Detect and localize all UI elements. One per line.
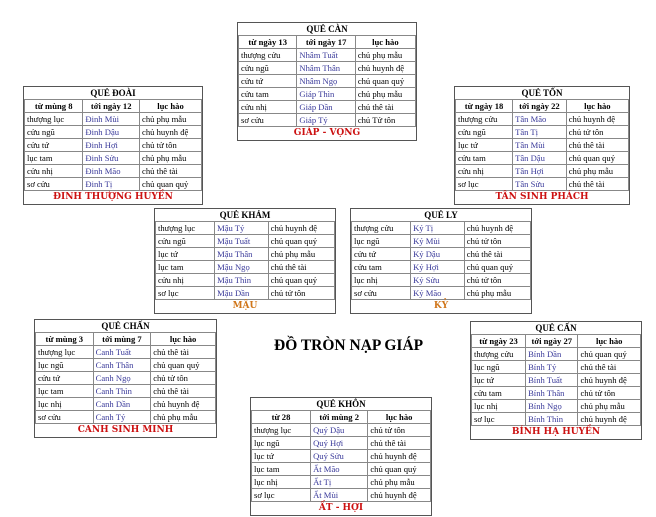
table-row	[352, 261, 531, 274]
hao-name: lục tứ	[472, 374, 526, 387]
hao-name: cửu tam	[472, 387, 526, 400]
table-footer: TÂN SINH PHÁCH	[495, 192, 589, 202]
table-row	[352, 235, 531, 248]
header-luc-hao: lục hào	[140, 100, 202, 113]
luc-than: chủ quan quỷ	[140, 178, 202, 191]
table-footer: BÍNH HẠ HUYỀN	[511, 427, 601, 437]
que-chan-table	[34, 319, 217, 438]
table-row	[252, 437, 431, 450]
can-chi: Tân Hợi	[513, 165, 567, 178]
hao-name: lục nhị	[36, 398, 94, 411]
luc-than: chủ phụ mẫu	[578, 400, 641, 413]
table-title: QUẺ CÀN	[239, 23, 416, 36]
hao-name: thượng cửu	[472, 348, 526, 361]
luc-than: chủ huynh đệ	[268, 222, 334, 235]
hao-name: lục tam	[156, 261, 215, 274]
que-can-right-table	[470, 321, 642, 440]
table-row	[472, 413, 641, 426]
can-chi: Bính Thân	[526, 387, 578, 400]
table-row	[156, 261, 335, 274]
can-chi: Mậu Tuất	[215, 235, 269, 248]
table-row	[472, 348, 641, 361]
table-row	[472, 400, 641, 413]
luc-than: chủ thê tài	[151, 346, 216, 359]
luc-than: chủ thê tài	[566, 139, 628, 152]
can-chi: Quý Hợi	[311, 437, 368, 450]
luc-than: chủ huynh đệ	[355, 62, 415, 75]
table-row	[456, 152, 629, 165]
luc-than: chủ quan quỷ	[368, 463, 431, 476]
hao-name: sơ lục	[156, 287, 215, 300]
can-chi: Tân Mùi	[513, 139, 567, 152]
can-chi: Kỷ Mão	[411, 287, 465, 300]
can-chi: Mậu Tý	[215, 222, 269, 235]
table-title: QUẺ CHẤN	[36, 320, 216, 333]
que-ton-table	[454, 86, 630, 205]
hao-name: cửu ngũ	[25, 126, 83, 139]
que-khon-table	[250, 397, 432, 516]
table-row	[25, 152, 202, 165]
hao-name: cửu nhị	[456, 165, 513, 178]
table-row	[239, 101, 416, 114]
hao-name: sơ lục	[252, 489, 311, 502]
can-chi: Canh Tý	[93, 411, 151, 424]
table-row	[25, 178, 202, 191]
hao-name: thượng cửu	[456, 113, 513, 126]
hao-name: cửu nhị	[239, 101, 297, 114]
que-doai-table	[23, 86, 203, 205]
can-chi: Kỷ Tị	[411, 222, 465, 235]
table-row	[239, 75, 416, 88]
table-row	[252, 489, 431, 502]
table-row	[36, 385, 216, 398]
header-to: tới ngày 27	[526, 335, 578, 348]
can-chi: Canh Tuất	[93, 346, 151, 359]
can-chi: Đinh Tị	[83, 178, 140, 191]
luc-than: chủ huynh đệ	[368, 450, 431, 463]
table-row	[156, 222, 335, 235]
luc-than: chủ phụ mẫu	[268, 248, 334, 261]
luc-than: chủ huynh đệ	[368, 489, 431, 502]
luc-than: chủ phụ mẫu	[464, 287, 530, 300]
luc-than: chủ phụ mẫu	[368, 476, 431, 489]
can-chi: Ất Mão	[311, 463, 368, 476]
hao-name: thượng lục	[25, 113, 83, 126]
hao-name: cửu tứ	[36, 372, 94, 385]
table-footer: KỶ	[433, 301, 449, 311]
luc-than: chủ thê tài	[151, 385, 216, 398]
can-chi: Đinh Mão	[83, 165, 140, 178]
can-chi: Kỷ Dậu	[411, 248, 465, 261]
luc-than: chủ thê tài	[268, 261, 334, 274]
hao-name: thượng lục	[36, 346, 94, 359]
table-footer: ẤT - HỢI	[318, 503, 364, 513]
can-chi: Tân Tị	[513, 126, 567, 139]
can-chi: Đinh Hợi	[83, 139, 140, 152]
luc-than: chủ tử tôn	[151, 372, 216, 385]
hao-name: sơ cửu	[25, 178, 83, 191]
que-ly-table	[350, 208, 532, 314]
luc-than: chủ tử tôn	[578, 387, 641, 400]
luc-than: chủ tử tôn	[368, 424, 431, 437]
table-footer: ĐINH THƯỢNG HUYỀN	[53, 192, 173, 202]
luc-than: chủ phụ mẫu	[355, 49, 415, 62]
luc-than: chủ thê tài	[578, 361, 641, 374]
table-row	[456, 178, 629, 191]
que-kham-table	[154, 208, 336, 314]
table-title: QUẺ LY	[352, 209, 531, 222]
luc-than: chủ tử tôn	[566, 126, 628, 139]
hao-name: thượng cửu	[352, 222, 411, 235]
luc-than: chủ quan quỷ	[464, 261, 530, 274]
header-from: từ ngày 23	[472, 335, 526, 348]
hao-name: cửu tam	[456, 152, 513, 165]
hao-name: lục nhị	[252, 476, 311, 489]
table-row	[239, 49, 416, 62]
can-chi: Giáp Thìn	[297, 88, 355, 101]
table-row	[352, 222, 531, 235]
header-from: từ ngày 18	[456, 100, 513, 113]
hao-name: lục tam	[25, 152, 83, 165]
hao-name: lục tứ	[156, 248, 215, 261]
table-row	[239, 62, 416, 75]
header-to: tới ngày 12	[83, 100, 140, 113]
table-row	[472, 387, 641, 400]
table-row	[36, 372, 216, 385]
can-chi: Mậu Ngọ	[215, 261, 269, 274]
luc-than: chủ thê tài	[566, 178, 628, 191]
luc-than: chủ thê tài	[140, 165, 202, 178]
luc-than: chủ huynh đệ	[578, 413, 641, 426]
table-row	[456, 113, 629, 126]
hao-name: lục ngũ	[352, 235, 411, 248]
table-row	[252, 476, 431, 489]
can-chi: Bính Tuất	[526, 374, 578, 387]
hao-name: cửu ngũ	[239, 62, 297, 75]
can-chi: Kỷ Hợi	[411, 261, 465, 274]
table-title: QUẺ KHÔN	[252, 398, 431, 411]
hao-name: thượng cửu	[239, 49, 297, 62]
table-row	[156, 287, 335, 300]
can-chi: Kỷ Mùi	[411, 235, 465, 248]
table-title: QUẺ TỐN	[456, 87, 629, 100]
hao-name: lục ngũ	[472, 361, 526, 374]
table-row	[36, 359, 216, 372]
hao-name: sơ cửu	[36, 411, 94, 424]
hao-name: cửu tứ	[25, 139, 83, 152]
luc-than: chủ thê tài	[355, 101, 415, 114]
table-row	[156, 248, 335, 261]
luc-than: chủ tử tôn	[140, 139, 202, 152]
luc-than: chủ huynh đệ	[566, 113, 628, 126]
hao-name: sơ cửu	[352, 287, 411, 300]
can-chi: Đinh Dậu	[83, 126, 140, 139]
table-row	[352, 274, 531, 287]
can-chi: Kỷ Sửu	[411, 274, 465, 287]
luc-than: chủ huynh đệ	[578, 374, 641, 387]
can-chi: Tân Mão	[513, 113, 567, 126]
hao-name: lục ngũ	[252, 437, 311, 450]
hao-name: thượng lục	[252, 424, 311, 437]
table-row	[239, 114, 416, 127]
luc-than: chủ quan quỷ	[268, 274, 334, 287]
luc-than: chủ phụ mẫu	[140, 152, 202, 165]
can-chi: Đinh Mùi	[83, 113, 140, 126]
luc-than: chủ thê tài	[368, 437, 431, 450]
luc-than: chủ huynh đệ	[140, 126, 202, 139]
hao-name: sơ lục	[456, 178, 513, 191]
hao-name: lục nhị	[472, 400, 526, 413]
can-chi: Quý Dậu	[311, 424, 368, 437]
table-row	[472, 361, 641, 374]
table-row	[252, 450, 431, 463]
can-chi: Ất Mùi	[311, 489, 368, 502]
header-to: tới ngày 17	[297, 36, 355, 49]
table-row	[252, 463, 431, 476]
can-chi: Mậu Dần	[215, 287, 269, 300]
luc-than: chủ Tử tôn	[355, 114, 415, 127]
can-chi: Canh Ngọ	[93, 372, 151, 385]
table-row	[25, 139, 202, 152]
table-footer: CANH SINH MINH	[77, 425, 174, 435]
header-luc-hao: lục hào	[151, 333, 216, 346]
hao-name: cửu nhị	[25, 165, 83, 178]
can-chi: Bính Dần	[526, 348, 578, 361]
table-title: QUẺ ĐOÀI	[25, 87, 202, 100]
hao-name: cửu tam	[239, 88, 297, 101]
header-to: tới mùng 7	[93, 333, 151, 346]
hao-name: cửu tam	[352, 261, 411, 274]
luc-than: chủ quan quỷ	[151, 359, 216, 372]
table-row	[25, 165, 202, 178]
luc-than: chủ phụ mẫu	[566, 165, 628, 178]
can-chi: Tân Sửu	[513, 178, 567, 191]
luc-than: chủ tử tôn	[464, 274, 530, 287]
hao-name: lục ngũ	[36, 359, 94, 372]
table-row	[252, 424, 431, 437]
can-chi: Bính Thìn	[526, 413, 578, 426]
luc-than: chủ thê tài	[464, 248, 530, 261]
can-chi: Quý Sửu	[311, 450, 368, 463]
hao-name: sơ lục	[472, 413, 526, 426]
hao-name: lục nhị	[352, 274, 411, 287]
can-chi: Giáp Tý	[297, 114, 355, 127]
table-title: QUẺ CẤN	[472, 322, 641, 335]
luc-than: chủ huynh đệ	[151, 398, 216, 411]
can-chi: Ất Tị	[311, 476, 368, 489]
table-row	[36, 411, 216, 424]
que-can-top-table	[237, 22, 417, 141]
hao-name: cửu ngũ	[456, 126, 513, 139]
can-chi: Tân Dậu	[513, 152, 567, 165]
table-row	[456, 139, 629, 152]
hao-name: cửu ngũ	[156, 235, 215, 248]
table-row	[156, 274, 335, 287]
luc-than: chủ phụ mẫu	[140, 113, 202, 126]
can-chi: Mậu Thìn	[215, 274, 269, 287]
table-row	[352, 248, 531, 261]
luc-than: chủ phụ mẫu	[151, 411, 216, 424]
hao-name: cửu nhị	[156, 274, 215, 287]
can-chi: Bính Ngọ	[526, 400, 578, 413]
header-from: từ mùng 8	[25, 100, 83, 113]
can-chi: Nhâm Tuất	[297, 49, 355, 62]
luc-than: chủ tử tôn	[464, 235, 530, 248]
page-title: ĐỒ TRÒN NẠP GIÁP	[274, 337, 424, 354]
table-row	[25, 113, 202, 126]
table-row	[352, 287, 531, 300]
can-chi: Canh Thân	[93, 359, 151, 372]
header-to: tới mùng 2	[311, 411, 368, 424]
can-chi: Giáp Dần	[297, 101, 355, 114]
header-from: từ ngày 13	[239, 36, 297, 49]
header-to: tới ngày 22	[513, 100, 567, 113]
header-from: từ mùng 3	[36, 333, 94, 346]
table-footer: MẬU	[232, 301, 258, 311]
hao-name: cửu tứ	[352, 248, 411, 261]
can-chi: Bính Tý	[526, 361, 578, 374]
hao-name: thượng lục	[156, 222, 215, 235]
can-chi: Canh Dần	[93, 398, 151, 411]
hao-name: lục tam	[252, 463, 311, 476]
table-row	[36, 346, 216, 359]
table-row	[472, 374, 641, 387]
hao-name: lục tam	[36, 385, 94, 398]
table-row	[156, 235, 335, 248]
table-row	[25, 126, 202, 139]
can-chi: Mậu Thân	[215, 248, 269, 261]
header-luc-hao: lục hào	[578, 335, 641, 348]
luc-than: chủ phụ mẫu	[355, 88, 415, 101]
header-luc-hao: lục hào	[355, 36, 415, 49]
table-row	[36, 398, 216, 411]
table-title: QUẺ KHẢM	[156, 209, 335, 222]
table-row	[456, 165, 629, 178]
hao-name: lục tứ	[252, 450, 311, 463]
can-chi: Đinh Sửu	[83, 152, 140, 165]
can-chi: Nhâm Thân	[297, 62, 355, 75]
hao-name: cửu tứ	[239, 75, 297, 88]
header-from: từ 28	[252, 411, 311, 424]
hao-name: sơ cửu	[239, 114, 297, 127]
table-row	[239, 88, 416, 101]
table-footer: GIÁP - VỌNG	[293, 128, 361, 138]
header-luc-hao: lục hào	[566, 100, 628, 113]
luc-than: chủ tử tôn	[268, 287, 334, 300]
can-chi: Canh Thìn	[93, 385, 151, 398]
header-luc-hao: lục hào	[368, 411, 431, 424]
luc-than: chủ quan quỷ	[566, 152, 628, 165]
luc-than: chủ huynh đệ	[464, 222, 530, 235]
luc-than: chủ quan quỷ	[268, 235, 334, 248]
luc-than: chủ quan quỷ	[355, 75, 415, 88]
table-row	[456, 126, 629, 139]
luc-than: chủ quan quỷ	[578, 348, 641, 361]
can-chi: Nhâm Ngọ	[297, 75, 355, 88]
hao-name: lục tứ	[456, 139, 513, 152]
